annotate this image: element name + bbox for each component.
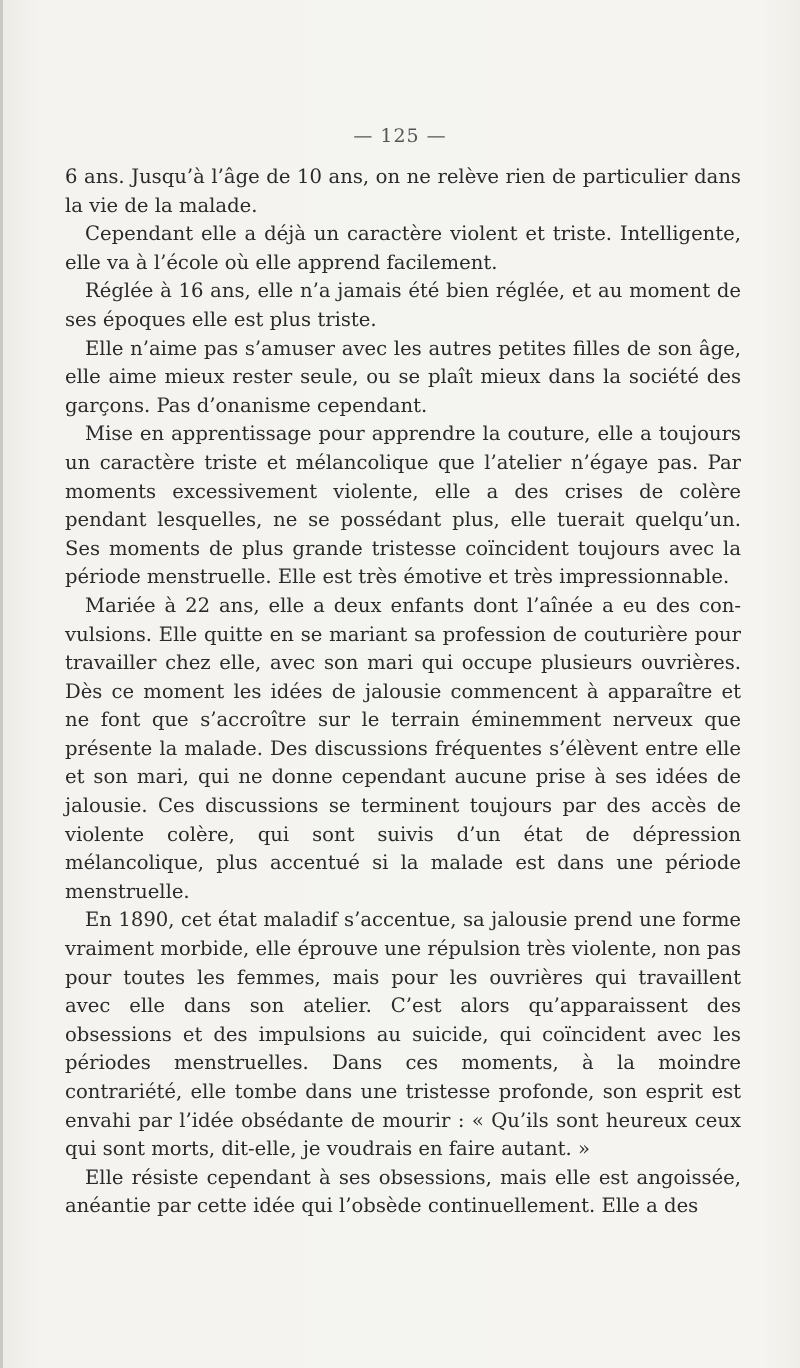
paragraph: En 1890, cet état maladif s’accentue, sa jalousie prend une forme vraiment morbide, elle éprouve une répulsion très violente, non pas pour toutes les femmes, mais pour les ouvrières qui travaillent avec elle dans son atelier. C’est alors qu’apparaissent des obsessions et des impulsions au suicide, qui coïncident avec les périodes menstruelles. Dans ces moments, à la moindre contrariété, elle tombe dans une tristesse profonde, son esprit est envahi par l’idée obsédante de mourir : « Qu’ils sont heureux ceux qui sont morts, dit-elle, je voudrais en faire autant. » [65, 908, 741, 1161]
body-text [65, 163, 741, 1221]
page-number: — 125 — [353, 125, 447, 147]
paragraph: Elle n’aime pas s’amuser avec les autres petites filles de son âge, elle aime mieux rester seule, ou se plaît mieux dans la société des garçons. Pas d’onanisme cependant. [65, 336, 741, 417]
paragraph: Mise en apprentissage pour apprendre la couture, elle a toujours un caractère triste et mélancolique que l’atelier n’égaye pas. Par moments excessivement violente, elle a des crises de colère pendant lesquelles, ne se possédant plus, elle tuerait quelqu’un. Ses moments de plus grande tristesse coïncident toujours avec la période menstruelle. Elle est très émotive et très impressionnable. [65, 422, 741, 589]
paragraph: Réglée à 16 ans, elle n’a jamais été bien réglée, et au moment de ses époques elle est plus triste. [65, 279, 741, 331]
paragraph: Mariée à 22 ans, elle a deux enfants dont l’aînée a eu des convulsions. Elle quitte en se mariant sa profession de couturière pour travailler chez elle, avec son mari qui occupe plusieurs ouvrières. Dès ce moment les idées de jalousie commencent à apparaître et ne font que s’accroître sur le terrain éminemment nerveux que présente la malade. Des discussions fréquentes s’élèvent entre elle et son mari, qui ne donne cependant aucune prise à ses idées de jalousie. Ces discussions se terminent toujours par des accès de violente colère, qui sont suivis d’un état de dépression mélancolique, plus accentué si la malade est dans une période menstruelle. [65, 593, 741, 903]
paragraph: Cependant elle a déjà un caractère violent et triste. Intelligente, elle va à l’école où elle apprend facilement. [65, 222, 741, 274]
page-binding-edge [0, 0, 3, 1368]
paragraph: Elle résiste cependant à ses obsessions, mais elle est angoissée, anéantie par cette idée qui l’obsède continuellement. Elle a des [65, 1165, 741, 1218]
paragraph: 6 ans. Jusqu’à l’âge de 10 ans, on ne relève rien de particulier dans la vie de la malade. [65, 165, 741, 217]
